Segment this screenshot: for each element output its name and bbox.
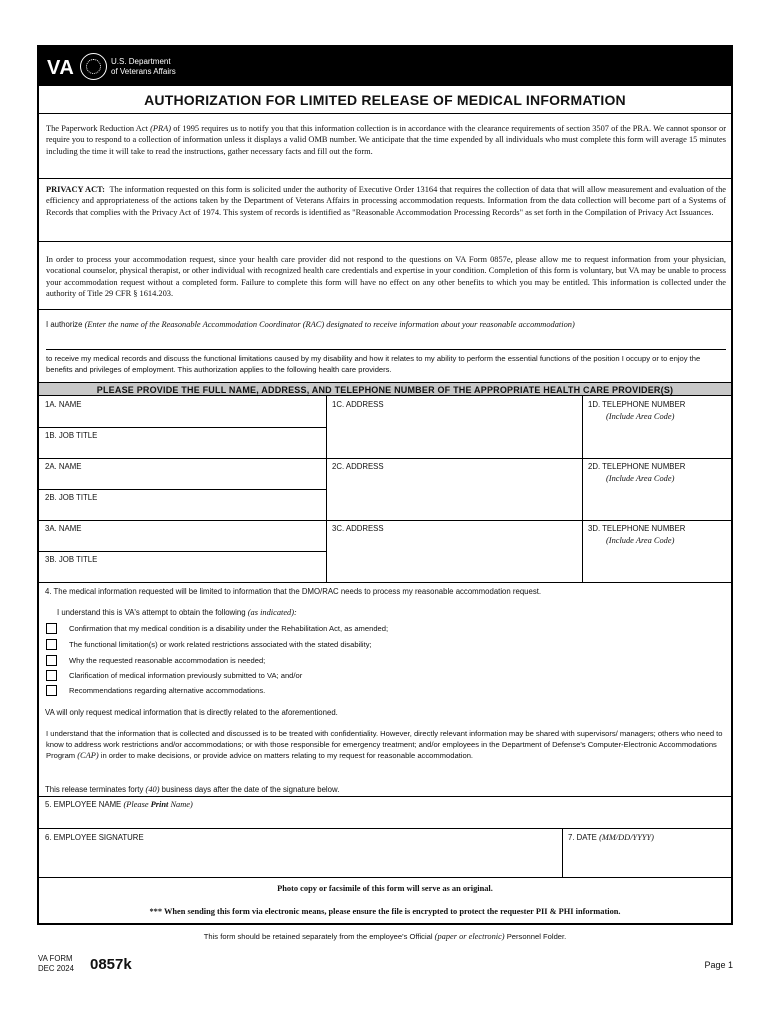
dept-line-1: U.S. Department <box>111 57 171 66</box>
provider-1-phone-note: (Include Area Code) <box>606 412 675 421</box>
provider-2-name-field[interactable]: 2A. NAME <box>45 462 82 471</box>
paperwork-reduction-notice <box>46 123 726 157</box>
form-header-bar <box>39 47 731 86</box>
form-identifier <box>38 954 74 974</box>
employee-signature-field[interactable]: 6. EMPLOYEE SIGNATURE <box>45 833 144 842</box>
provider-2-phone-field[interactable]: 2D. TELEPHONE NUMBER <box>588 462 686 471</box>
provider-1-job-title-field[interactable]: 1B. JOB TITLE <box>45 431 98 440</box>
divider <box>39 178 731 179</box>
divider <box>39 427 326 428</box>
divider <box>582 396 583 582</box>
print-note-bold: Print <box>150 800 169 809</box>
pra-abbrev: (PRA) <box>150 124 172 133</box>
va-seal-icon <box>80 53 107 80</box>
checkbox-clarification[interactable] <box>46 670 57 681</box>
checkbox-accommodation-need[interactable] <box>46 655 57 666</box>
rac-name-field[interactable] <box>46 349 726 350</box>
understand-text: I understand this is VA's attempt to obtain the following <box>57 608 248 617</box>
checkbox-alternative-accommodations[interactable] <box>46 685 57 696</box>
retention-note <box>0 932 770 941</box>
photocopy-notice: Photo copy or facsimile of this form will serve as an original. <box>277 884 493 893</box>
provider-1-address-field[interactable]: 1C. ADDRESS <box>332 400 384 409</box>
checkbox-label: Confirmation that my medical condition is a disability under the Rehabilitation Act, as amended; <box>69 624 389 633</box>
providers-banner: PLEASE PROVIDE THE FULL NAME, ADDRESS, AND TELEPHONE NUMBER OF THE APPROPRIATE HEALTH CARE PROVIDER(S) <box>39 382 731 396</box>
form-number: 0857k <box>90 956 132 973</box>
privacy-act-label: PRIVACY ACT: <box>46 185 105 194</box>
print-note-end: Name) <box>168 800 193 809</box>
provider-2-phone-note: (Include Area Code) <box>606 474 675 483</box>
item-4-intro: 4. The medical information requested will be limited to information that the DMO/RAC needs to process my reasonable accommodation request. <box>45 587 542 596</box>
checkbox-disability-confirmation[interactable] <box>46 623 57 634</box>
employee-name-label: 5. EMPLOYEE NAME <box>45 800 124 809</box>
provider-3-phone-field[interactable]: 3D. TELEPHONE NUMBER <box>588 524 686 533</box>
form-title: AUTHORIZATION FOR LIMITED RELEASE OF MEDICAL INFORMATION <box>144 92 626 108</box>
page-number: Page 1 <box>704 960 733 970</box>
authorize-line <box>46 320 726 329</box>
divider <box>39 489 326 490</box>
print-note: (Please <box>123 800 151 809</box>
date-format-note: (MM/DD/YYYY) <box>599 833 654 842</box>
divider <box>39 582 731 583</box>
as-indicated: (as indicated): <box>247 608 297 617</box>
terminates-text-2: business days after the date of the signature below. <box>159 785 340 794</box>
form-frame <box>37 45 733 925</box>
confidentiality-text-2: in order to make decisions, or provide advice on matters relating to my request for reasonable accommodation. <box>98 751 474 760</box>
employee-name-field[interactable] <box>45 800 193 809</box>
retain-text-2: Personnel Folder. <box>504 932 567 941</box>
order-to-process-text: In order to process your accommodation request, since your health care provider did not respond to the questions on VA Form 0857e, please allow me to request information from your physician, vocational counselor, physical therapist, or other individual with recognized health care credentials and expertise in your condition. Completion of this form is voluntary, but VA may be unable to process your accommodation request without a completed form. Failure to complete this form will have no effect on any other benefits to which you may be entitled. This information is collected under the authority of Title 29 CFR § 1614.203. <box>46 255 726 299</box>
divider <box>39 241 731 242</box>
dept-line-2: of Veterans Affairs <box>111 67 176 76</box>
checkbox-label: Why the requested reasonable accommodation is needed; <box>69 656 266 665</box>
va-only-statement: VA will only request medical information that is directly related to the aforementioned. <box>45 708 338 717</box>
retain-italic: (paper or electronic) <box>434 932 505 941</box>
divider <box>39 877 731 878</box>
provider-1-name-field[interactable]: 1A. NAME <box>45 400 82 409</box>
provider-3-phone-note: (Include Area Code) <box>606 536 675 545</box>
divider <box>39 458 731 459</box>
divider <box>39 828 731 829</box>
divider <box>562 828 563 877</box>
encryption-notice: *** When sending this form via electronic means, please ensure the file is encrypted to protect the requester PII & PHI information. <box>149 907 621 916</box>
privacy-act-notice <box>46 184 726 218</box>
item-4-understand <box>57 608 297 617</box>
provider-1-phone-field[interactable]: 1D. TELEPHONE NUMBER <box>588 400 686 409</box>
paperwork-text: The Paperwork Reduction Act <box>46 124 151 133</box>
divider <box>39 113 731 114</box>
provider-2-address-field[interactable]: 2C. ADDRESS <box>332 462 384 471</box>
provider-3-name-field[interactable]: 3A. NAME <box>45 524 82 533</box>
cap-abbrev: (CAP) <box>77 751 99 760</box>
authorize-prefix: I authorize <box>46 320 85 329</box>
department-name <box>111 57 176 77</box>
authorize-instruction: (Enter the name of the Reasonable Accommodation Coordinator (RAC) designated to receive information about your reasonable accommodation) <box>84 320 575 329</box>
confidentiality-statement <box>46 728 726 761</box>
termination-statement <box>45 785 339 794</box>
checkbox-functional-limitations[interactable] <box>46 639 57 650</box>
privacy-act-text: The information requested on this form is solicited under the authority of Executive Order 13164 that requires the collection of data that will allow measurement and evaluation of the efficiency and appropriateness of the actions taken by the Department of Veterans Affairs in processing accommodation requests. Information from the data collection will become part of a Systems of Records that complies with the Privacy Act of 1974. This system of records is identified as "Reasonable Accommodation Processing Records" as set forth in the Compilation of Privacy Act Issuances. <box>46 185 727 217</box>
provider-3-address-field[interactable]: 3C. ADDRESS <box>332 524 384 533</box>
provider-2-job-title-field[interactable]: 2B. JOB TITLE <box>45 493 98 502</box>
checkbox-label: Clarification of medical information previously submitted to VA; and/or <box>69 671 303 680</box>
divider <box>39 551 326 552</box>
divider <box>326 396 327 582</box>
forty-days: (40) <box>145 785 160 794</box>
checkbox-label: The functional limitation(s) or work related restrictions associated with the stated disability; <box>69 640 372 649</box>
provider-3-job-title-field[interactable]: 3B. JOB TITLE <box>45 555 98 564</box>
checkbox-label: Recommendations regarding alternative accommodations. <box>69 686 266 695</box>
retain-text: This form should be retained separately from the employee's Official <box>203 932 435 941</box>
paperwork-text-2: of 1995 requires us to notify you that this information collection is in accordance with the clearance requirements of section 3507 of the PRA. We cannot sponsor or require you to respond to a collection of information unless it displays a valid OMB number. We anticipate that the time expended by all individuals who must complete this form will average 15 minutes including the time it will take to read the instructions, gather necessary facts and fill out the form. <box>46 124 726 156</box>
divider <box>39 796 731 797</box>
va-logo: VA <box>47 57 75 79</box>
divider <box>39 309 731 310</box>
date-label: 7. DATE <box>568 833 600 842</box>
divider <box>39 520 731 521</box>
terminates-text: This release terminates forty <box>45 785 146 794</box>
date-field[interactable] <box>568 833 654 842</box>
authorize-receive-text: to receive my medical records and discuss the functional limitations caused by my disability and how it relates to my ability to perform the essential functions of the position I occupy or to enjoy the benefits and privileges of employment. This authorization applies to the following health care providers. <box>46 354 701 374</box>
form-label: VA FORM <box>38 954 73 963</box>
confidentiality-text: I understand that the information that is collected and discussed is to be treated with confidentiality. However, directly relevant information may be shared with supervisors/ managers; others who need to know to address work restrictions and/or accommodations; or with those responsible for emergency treatment; and/or employees in the Department of Defense's Computer-Electronic Accommodations Program <box>46 729 723 760</box>
form-date: DEC 2024 <box>38 964 74 973</box>
